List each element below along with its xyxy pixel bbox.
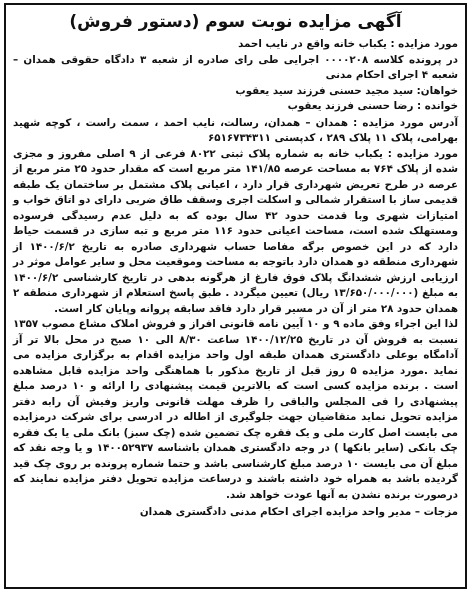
applicant: خواهان: سید مجید حسنی فرزند سید یعقوب	[235, 84, 458, 97]
notice-frame	[4, 3, 467, 589]
auction-conditions: لذا این اجراء وفق ماده ۹ و ۱۰ آیین نامه قانونی افراز و فروش املاک مشاع مصوب ۱۳۵۷ نسبت به فروش آن در تاریخ ۱۴۰۰/۱۲/۲۵ ساعت ۸/۳۰ الی ۱۰ صبح در محل بالا تر آز آدامگاه بوعلی دادگستری همدان طبقه اول واحد مزایده اقدام به برگزاری مزایده می نماید .مورد مزایده ۵ روز قبل از تاریخ مذکور با هماهنگی واحد مزایده قابل مشاهده است . برنده مزایده کسی است که بالاترین قیمت پیشنهادی را ارائه و ۱۰ درصد مبلغ پیشنهادی را فی المجلس والباقی را ظرف مهلت قانونی واریز وفیش آن رابه دفتر مزایده تحویل نماید متقاضیان جهت جلوگیری از اطاله در ادرسی برای شرکت درمزایده می بایست اصل کارت ملی و یک فقره چک تضمین شده (چک سبز) بانک ملی یا یک فقره چک بانکی (سایر بانکها ) در وجه دادگستری همدان باشناسه ۱۴۰۰۵۲۹۳۷ و یا وجه نقد که مبلغ آن می بایست ۱۰ درصد مبلغ کارشناسی باشد و حتما شماره پرونده بر روی چک قید گردیده باشد به همراه خود داشته باشند و درساعت مزایده تحویل دفتر مزایده نمایند که درصورت برنده نشدن به آنها عودت خواهد شد.	[13, 318, 459, 501]
property-description: مورد مزایده : یکباب خانه به شماره پلاک ثبتی ۸۰۲۲ فرعی از ۹ اصلی مفروز و مجزی شده از پلاک ۷۶۴ به مساحت عرصه ۱۴۱/۸۵ متر مربع است که مقدار حدود ۲۵ متر مربع از عرصه در طرح تعریض شهرداری قرار دارد ، اعیانی پلاک مشتمل بر ساختمان یک طبقه قدیمی ساز با استقرار شمالی و اسکلت اجری وسقف طاق ضربی دارای دو اتاق خواب و امتیازات شهری وبا قدمت حدود ۴۲ سال بوده که به دلیل عدم رسیدگی فرسوده ومستهلک شده است، مساحت اعیانی حدود ۱۱۶ متر مربع و تبه سازی در قسمت حیاط دارد که در این خصوص برگه مفاصا حساب شهرداری صادره به تاریخ ۱۴۰۰/۶/۲ از شهرداری منطقه دو همدان دارد باتوجه به مساحت وموقعیت محل و سایر عوامل موثر در ارزیابی ارزش ششدانگ پلاک فوق فارغ از هرگونه بدهی در تاریخ کارشناسی ۱۴۰۰/۶/۲ به مبلغ (۱۳/۶۵۰/۰۰۰/۰۰۰ ریال) تعیین میگردد . طبق پاسخ استعلام از شهرداری منطقه ۲ همدان حدود ۲۸ متر از آن در مسیر قرار دارد فاقد سابقه پروانه وپایان کار است.	[13, 147, 459, 315]
signature-line: مزجات – مدیر واحد مزایده اجرای احکام مدنی دادگستری همدان	[139, 506, 458, 518]
notice-title: آگهی مزایده نوبت سوم (دستور فروش)	[69, 12, 402, 32]
property-address: آدرس مورد مزایده : همدان – همدان، رسالت، نایب احمد ، سمت راست ، کوچه شهید بهرامی، پلاک ۱۱ پلاک ۲۸۹ ، کدپستی ۶۵۱۶۷۳۴۳۱۱	[13, 116, 458, 144]
auction-subject: مورد مزایده : یکباب خانه واقع در نایب احمد	[238, 38, 458, 50]
respondent: خوانده : رضا حسنی فرزند یعقوب	[287, 100, 458, 112]
case-details: در پرونده کلاسه ۰۰۰۰۲۰۸ اجرایی طی رای صادره از شعبه ۳ دادگاه حقوقی همدان – شعبه ۴ اجرای احکام مدنی	[13, 53, 458, 81]
